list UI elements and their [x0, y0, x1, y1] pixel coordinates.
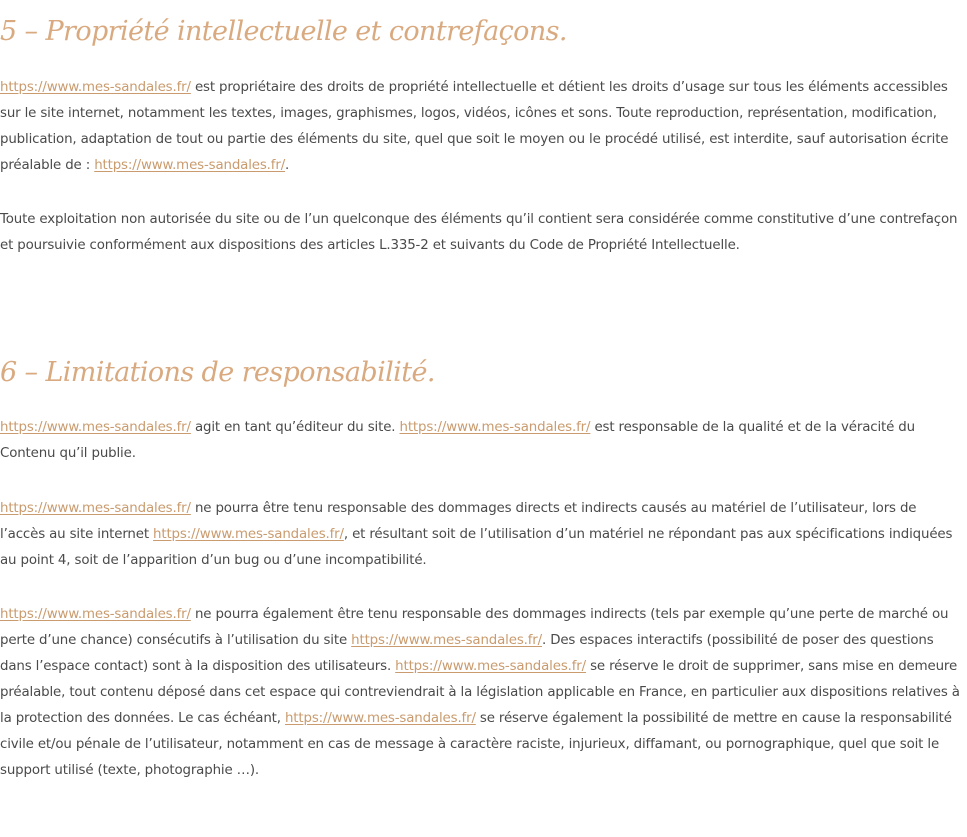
site-link[interactable]: https://www.mes-sandales.fr/ [94, 158, 286, 173]
section-6-paragraph-1 [0, 415, 967, 467]
section-6-title: 6 – Limitations de responsabilité. [0, 357, 435, 388]
site-link[interactable]: https://www.mes-sandales.fr/ [284, 711, 476, 726]
text-line [0, 415, 967, 441]
text-line [0, 75, 967, 101]
site-link[interactable]: https://www.mes-sandales.fr/ [0, 80, 191, 95]
text-span: agit en tant qu’éditeur du site. [190, 420, 400, 435]
site-link[interactable]: https://www.mes-sandales.fr/ [0, 607, 191, 622]
text-span: est propriétaire des droits de propriété intellectuelle et détient les droits d’usage sur tous les éléments accessibles [190, 80, 948, 95]
text-line: sur le site internet, notamment les textes, images, graphismes, logos, vidéos, icônes et sons. Toute reproduction, représentation, modification, [0, 106, 937, 121]
text-span: ne pourra être tenu responsable des dommages directs et indirects causés au matériel de l’utilisateur, lors de [190, 501, 917, 516]
section-5-paragraph-2 [0, 207, 967, 259]
site-link[interactable]: https://www.mes-sandales.fr/ [153, 527, 344, 542]
text-line: préalable, tout contenu déposé dans cet espace qui contreviendrait à la législation applicable en France, en particulier aux dispositions relatives à [0, 685, 960, 700]
text-line: et poursuivie conformément aux dispositions des articles L.335-2 et suivants du Code de Propriété Intellectuelle. [0, 238, 740, 253]
text-span: . Des espaces interactifs (possibilité de poser des questions [542, 633, 934, 648]
text-line [0, 496, 967, 522]
text-line: publication, adaptation de tout ou partie des éléments du site, quel que soit le moyen ou le procédé utilisé, est interdite, sauf autorisation écrite [0, 132, 949, 147]
text-span: préalable de : [0, 158, 95, 173]
text-line [0, 628, 967, 654]
site-link[interactable]: https://www.mes-sandales.fr/ [395, 659, 587, 674]
text-span: . [285, 158, 290, 173]
section-5-title: 5 – Propriété intellectuelle et contrefaçons. [0, 16, 567, 47]
text-line [0, 602, 967, 628]
text-span: la protection des données. Le cas échéant, [0, 711, 285, 726]
text-span: l’accès au site internet [0, 527, 154, 542]
site-link[interactable]: https://www.mes-sandales.fr/ [0, 420, 191, 435]
text-span: dans l’espace contact) sont à la disposition des utilisateurs. [0, 659, 396, 674]
text-span: perte d’une chance) consécutifs à l’utilisation du site [0, 633, 352, 648]
text-span: , et résultant soit de l’utilisation d’un matériel ne répondant pas aux spécifications indiquées [343, 527, 953, 542]
text-line: civile et/ou pénale de l’utilisateur, notamment en cas de message à caractère raciste, injurieux, diffamant, ou pornographique, quel que soit le [0, 737, 940, 752]
text-span: ne pourra également être tenu responsable des dommages indirects (tels par exemple qu’une perte de marché ou [190, 607, 949, 622]
section-5-paragraph-1 [0, 75, 967, 179]
text-line: au point 4, soit de l’apparition d’un bug ou d’une incompatibilité. [0, 553, 427, 568]
text-line [0, 522, 967, 548]
text-span: se réserve le droit de supprimer, sans mise en demeure [586, 659, 958, 674]
text-line: Toute exploitation non autorisée du site ou de l’un quelconque des éléments qu’il contient sera considérée comme constitutive d’une contrefaçon [0, 212, 958, 227]
text-line: support utilisé (texte, photographie …). [0, 763, 260, 778]
text-line [0, 654, 967, 680]
section-6-paragraph-3 [0, 602, 967, 784]
site-link[interactable]: https://www.mes-sandales.fr/ [399, 420, 591, 435]
text-line [0, 153, 967, 179]
text-span: se réserve également la possibilité de mettre en cause la responsabilité [475, 711, 952, 726]
text-span: est responsable de la qualité et de la véracité du [590, 420, 915, 435]
site-link[interactable]: https://www.mes-sandales.fr/ [351, 633, 542, 648]
site-link[interactable]: https://www.mes-sandales.fr/ [0, 501, 191, 516]
section-6-paragraph-2 [0, 496, 967, 574]
text-line: Contenu qu’il publie. [0, 446, 136, 461]
text-line [0, 706, 967, 732]
